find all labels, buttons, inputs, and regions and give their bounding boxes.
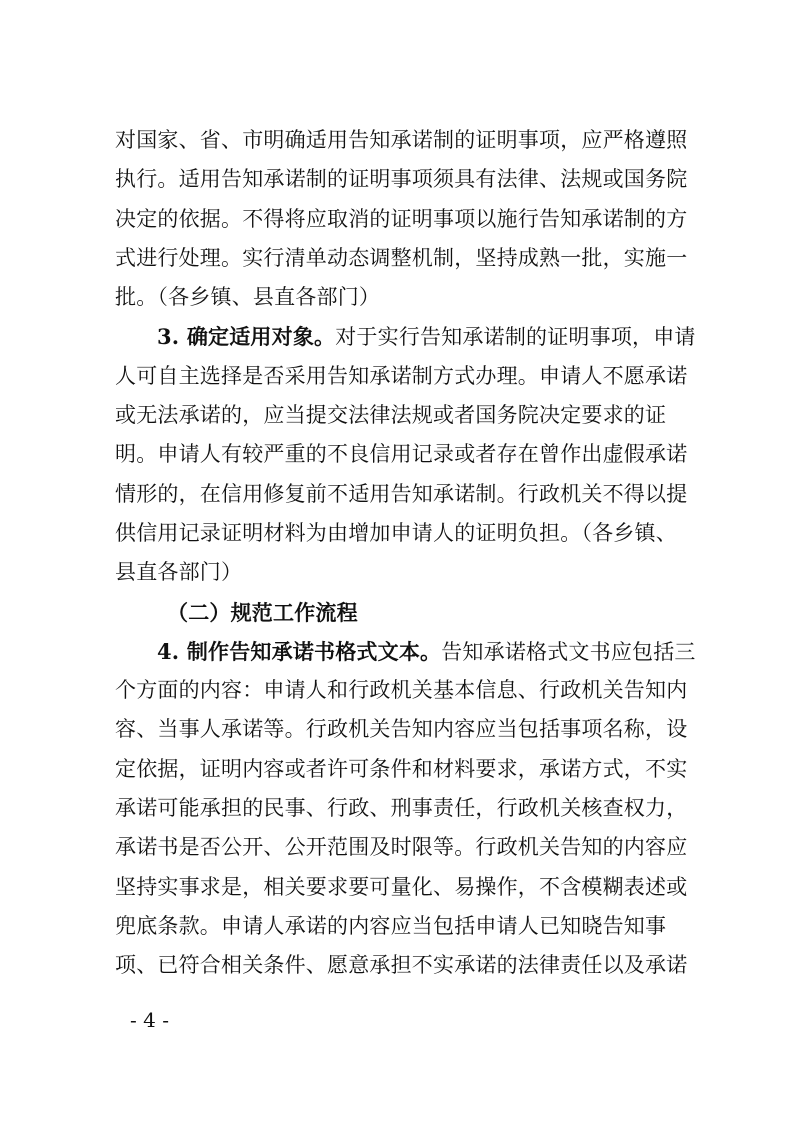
text-line: 人可自主选择是否采用告知承诺制方式办理。申请人不愿承诺 xyxy=(115,363,688,388)
text-line: 承诺可能承担的民事、行政、刑事责任，行政机关核查权力， xyxy=(115,796,688,821)
text-line: 对国家、省、市明确适用告知承诺制的证明事项，应严格遵照 xyxy=(115,128,688,152)
body-text xyxy=(115,121,696,986)
text-line: 承诺书是否公开、公开范围及时限等。行政机关告知的内容应 xyxy=(115,835,688,860)
text-line: 坚持实事求是，相关要求要可量化、易操作，不含模糊表述或 xyxy=(115,874,688,899)
text-line: 决定的依据。不得将应取消的证明事项以施行告知承诺制的方 xyxy=(115,206,688,231)
paragraph-1 xyxy=(115,121,688,317)
text-line: 定依据，证明内容或者许可条件和材料要求，承诺方式，不实 xyxy=(115,756,688,781)
text-line xyxy=(115,317,696,356)
page-number: - 4 - xyxy=(130,1008,169,1032)
paragraph-4 xyxy=(115,632,696,986)
text-line: 批。（各乡镇、县直各部门） xyxy=(115,285,381,310)
item-heading-rest: 对于实行告知承诺制的证明事项，申请 xyxy=(335,325,696,350)
text-line: 供信用记录证明材料为由增加申请人的证明负担。（各乡镇、 xyxy=(115,520,677,545)
text-line: 县直各部门） xyxy=(115,560,243,585)
text-line: 项、已符合相关条件、愿意承担不实承诺的法律责任以及承诺 xyxy=(115,953,688,978)
text-line: 容、当事人承诺等。行政机关告知内容应当包括事项名称，设 xyxy=(115,717,688,742)
text-line: 情形的，在信用修复前不适用告知承诺制。行政机关不得以提 xyxy=(115,481,688,506)
item-heading-rest: 告知承诺格式文书应包括三 xyxy=(441,639,696,664)
text-line xyxy=(115,632,696,671)
text-line: 式进行处理。实行清单动态调整机制，坚持成熟一批，实施一 xyxy=(115,245,688,270)
text-line: 或无法承诺的，应当提交法律法规或者国务院决定要求的证 xyxy=(115,403,667,428)
paragraph-3 xyxy=(115,317,696,592)
item-heading: 4. 制作告知承诺书格式文本。 xyxy=(157,638,442,664)
text-line: 个方面的内容：申请人和行政机关基本信息、行政机关告知内 xyxy=(115,678,688,703)
text-line: 执行。适用告知承诺制的证明事项须具有法律、法规或国务院 xyxy=(115,167,688,192)
section-heading: （二）规范工作流程 xyxy=(167,599,358,625)
item-heading: 3. 确定适用对象。 xyxy=(157,324,336,350)
text-line: 兜底条款。申请人承诺的内容应当包括申请人已知晓告知事 xyxy=(115,913,667,938)
text-line: 明。申请人有较严重的不良信用记录或者存在曾作出虚假承诺 xyxy=(115,442,688,467)
